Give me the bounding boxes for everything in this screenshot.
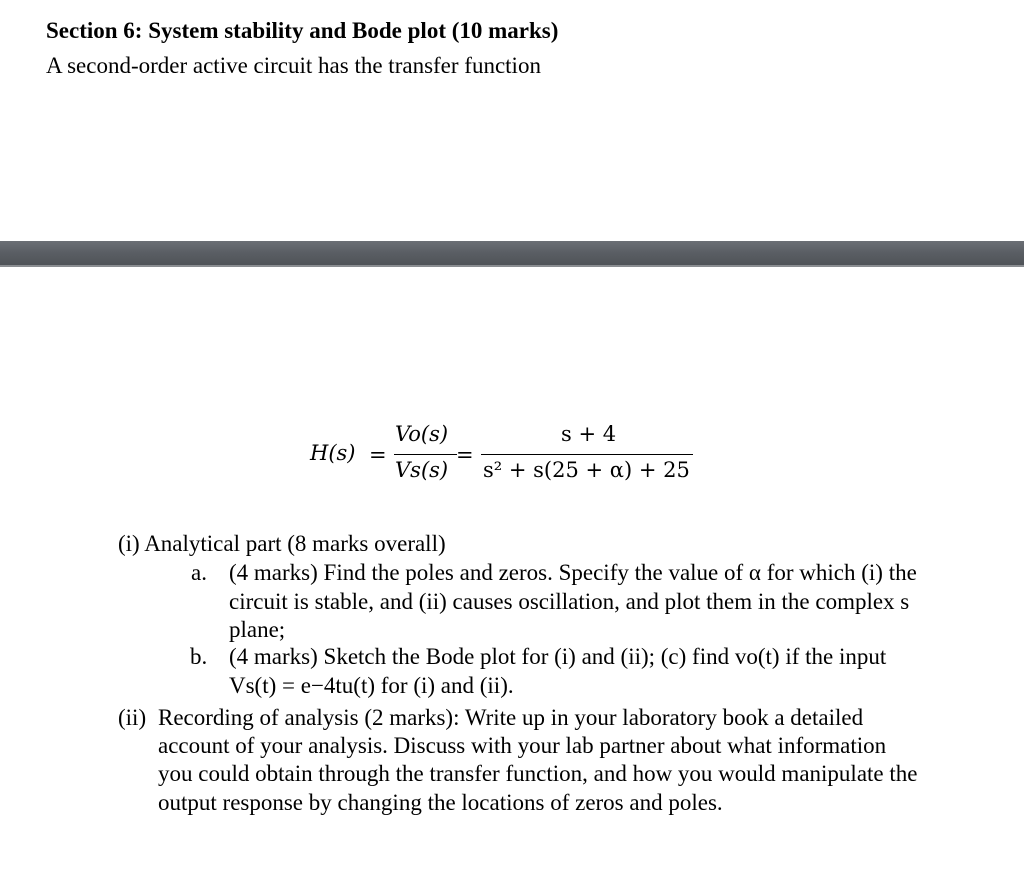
fraction-2-denominator: s² + s(25 + α) + 25 [483, 458, 690, 482]
part-ii-line: Recording of analysis (2 marks): Write up in your laboratory book a detailed [158, 705, 864, 730]
item-a-line: (4 marks) Find the poles and zeros. Specify the value of α for which (i) the [229, 560, 917, 585]
fraction-2-bar [481, 454, 693, 455]
part-i-title: (i) Analytical part (8 marks overall) [118, 531, 446, 556]
equation-equals-1: = [369, 443, 387, 467]
item-a-marker: a. [191, 560, 207, 585]
part-ii-line: output response by changing the locations of zeros and poles. [158, 790, 723, 815]
fraction-1-numerator: Vo(s) [395, 422, 449, 446]
item-a-line: circuit is stable, and (ii) causes oscillation, and plot them in the complex s [229, 589, 910, 614]
part-ii-line: account of your analysis. Discuss with your lab partner about what information [158, 733, 887, 758]
equation-equals-2: = [456, 443, 474, 467]
item-b-marker: b. [190, 644, 208, 669]
item-b-line: Vs(t) = e−4tu(t) for (i) and (ii). [229, 673, 514, 698]
page-divider-bar [0, 241, 1024, 267]
fraction-1-bar [394, 454, 457, 455]
part-ii-marker: (ii) [118, 705, 147, 730]
part-ii-line: you could obtain through the transfer function, and how you would manipulate the [158, 761, 918, 786]
section-heading: Section 6: System stability and Bode plot (10 marks) [46, 18, 559, 43]
item-a-line: plane; [229, 617, 286, 642]
fraction-1-denominator: Vs(s) [395, 458, 449, 482]
intro-text: A second-order active circuit has the transfer function [46, 53, 541, 78]
equation-lhs: H(s) [310, 441, 356, 465]
item-b-line: (4 marks) Sketch the Bode plot for (i) and (ii); (c) find vo(t) if the input [229, 644, 887, 669]
fraction-2-numerator: s + 4 [561, 422, 617, 446]
